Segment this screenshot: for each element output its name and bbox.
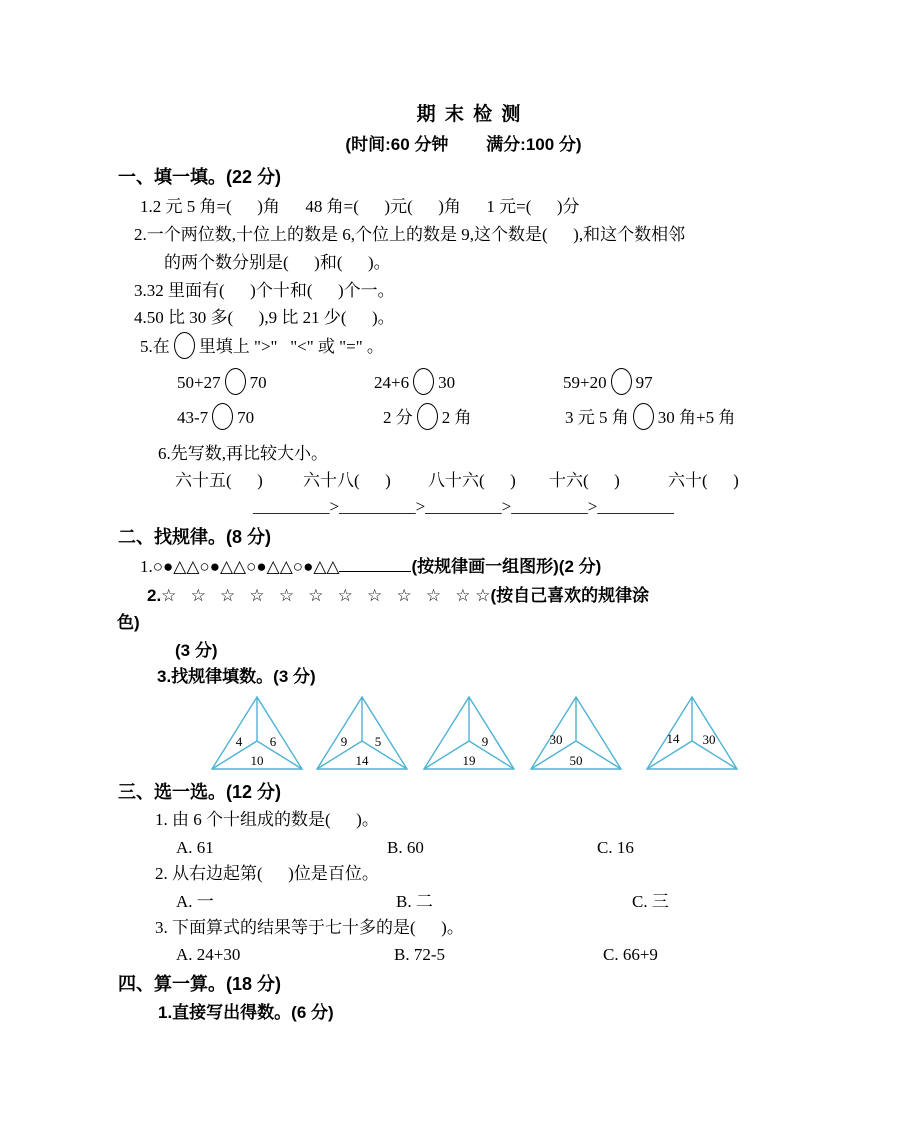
s1-question-6: 6.先写数,再比较大小。 <box>158 444 328 463</box>
number-word: 八十六( ) <box>428 471 516 490</box>
s1-question-4: 4.50 比 30 多( ),9 比 21 少( )。 <box>134 308 395 327</box>
s3-question-3: 3. 下面算式的结果等于七十多的是( )。 <box>155 918 464 937</box>
compare-left: 3 元 5 角 <box>565 408 629 427</box>
triangle-left-value: 14 <box>666 731 680 746</box>
section-3-heading: 三、选一选。(12 分) <box>118 782 282 802</box>
compare-cell <box>383 403 472 430</box>
compare-cell <box>565 403 735 430</box>
s1-question-2-line1: 2.一个两位数,十位上的数是 6,个位上的数是 9,这个数是( ),和这个数相邻 <box>134 225 686 244</box>
compare-cell <box>563 368 653 395</box>
s1-q5-suffix: 里填上 ">" "<" 或 "=" 。 <box>198 337 384 356</box>
number-word: 六十五( ) <box>175 471 263 490</box>
compare-circle-icon <box>212 403 233 430</box>
compare-right: 30 角+5 角 <box>657 408 736 427</box>
triangle-bottom-value: 19 <box>462 753 476 768</box>
s1-question-5 <box>140 332 384 359</box>
compare-circle-icon <box>174 332 195 359</box>
compare-right: 2 角 <box>441 408 472 427</box>
option-b: B. 60 <box>387 838 424 857</box>
compare-circle-icon <box>611 368 632 395</box>
compare-left: 43-7 <box>177 408 209 427</box>
s1-question-3: 3.32 里面有( )个十和( )个一。 <box>134 281 395 300</box>
triangle-left-value: 30 <box>549 732 563 747</box>
triangle-figure-4 <box>528 694 624 772</box>
compare-circle-icon <box>417 403 438 430</box>
s1-question-1: 1.2 元 5 角=( )角 48 角=( )元( )角 1 元=( )分 <box>140 197 580 216</box>
page-title: 期 末 检 测 <box>416 104 523 125</box>
number-word: 六十( ) <box>668 471 739 490</box>
triangle-right-value: 9 <box>481 734 489 749</box>
triangle-figure-2 <box>314 694 410 772</box>
compare-right: 30 <box>438 373 456 392</box>
s1-q5-prefix: 5.在 <box>140 337 170 356</box>
compare-cell <box>177 368 267 395</box>
triangle-right-value: 6 <box>269 734 277 749</box>
s2-pattern-2-score: (3 分) <box>175 641 218 660</box>
option-b: B. 二 <box>396 892 433 911</box>
pattern-symbols: 1.○●△△○●△△○●△△○●△△ <box>140 557 340 576</box>
compare-left: 50+27 <box>177 373 221 392</box>
triangle-figure-5 <box>644 694 740 772</box>
compare-cell <box>374 368 455 395</box>
triangle-right-value: 30 <box>702 732 716 747</box>
s3-question-1: 1. 由 6 个十组成的数是( )。 <box>155 810 379 829</box>
triangle-bottom-value: 14 <box>355 753 369 768</box>
s2-pattern-2-wrap: 色) <box>117 613 140 632</box>
compare-circle-icon <box>633 403 654 430</box>
option-a: A. 一 <box>176 892 214 911</box>
option-c: C. 66+9 <box>603 945 658 964</box>
triangle-right-value: 5 <box>374 734 382 749</box>
pattern-note: (按规律画一组图形)(2 分) <box>411 557 602 576</box>
ordering-blanks: _________>_________>_________>_________>_________ <box>253 497 674 516</box>
triangle-figure-1 <box>209 694 305 772</box>
compare-cell <box>177 403 254 430</box>
section-4-heading: 四、算一算。(18 分) <box>118 974 282 994</box>
compare-circle-icon <box>225 368 246 395</box>
s2-pattern-2-stars: 2.☆ ☆ ☆ ☆ ☆ ☆ ☆ ☆ ☆ ☆ ☆ ☆(按自己喜欢的规律涂 <box>147 586 650 605</box>
compare-right: 70 <box>237 408 255 427</box>
s3-question-2: 2. 从右边起第( )位是百位。 <box>155 864 379 883</box>
option-a: A. 61 <box>176 838 214 857</box>
number-word: 十六( ) <box>549 471 620 490</box>
compare-left: 24+6 <box>374 373 410 392</box>
option-b: B. 72-5 <box>394 945 445 964</box>
section-2-heading: 二、找规律。(8 分) <box>118 527 271 547</box>
s1-question-2-line2: 的两个数分别是( )和( )。 <box>164 253 391 272</box>
triangle-bottom-value: 50 <box>569 753 583 768</box>
compare-left: 59+20 <box>563 373 607 392</box>
triangle-bottom-value: 10 <box>250 753 264 768</box>
number-word: 六十八( ) <box>303 471 391 490</box>
compare-circle-icon <box>413 368 434 395</box>
s4-question-1: 1.直接写出得数。(6 分) <box>158 1003 334 1022</box>
page-subtitle: (时间:60 分钟 满分:100 分) <box>345 135 582 154</box>
triangle-left-value: 9 <box>340 734 348 749</box>
compare-left: 2 分 <box>383 408 413 427</box>
option-c: C. 三 <box>632 892 669 911</box>
section-1-heading: 一、填一填。(22 分) <box>118 167 282 187</box>
option-c: C. 16 <box>597 838 634 857</box>
answer-underline <box>339 557 411 572</box>
compare-right: 70 <box>249 373 267 392</box>
s2-pattern-1 <box>140 556 601 577</box>
option-a: A. 24+30 <box>176 945 241 964</box>
s2-pattern-3: 3.找规律填数。(3 分) <box>157 667 316 686</box>
triangle-left-value: 4 <box>235 734 243 749</box>
triangle-figure-3 <box>421 694 517 772</box>
compare-right: 97 <box>635 373 653 392</box>
